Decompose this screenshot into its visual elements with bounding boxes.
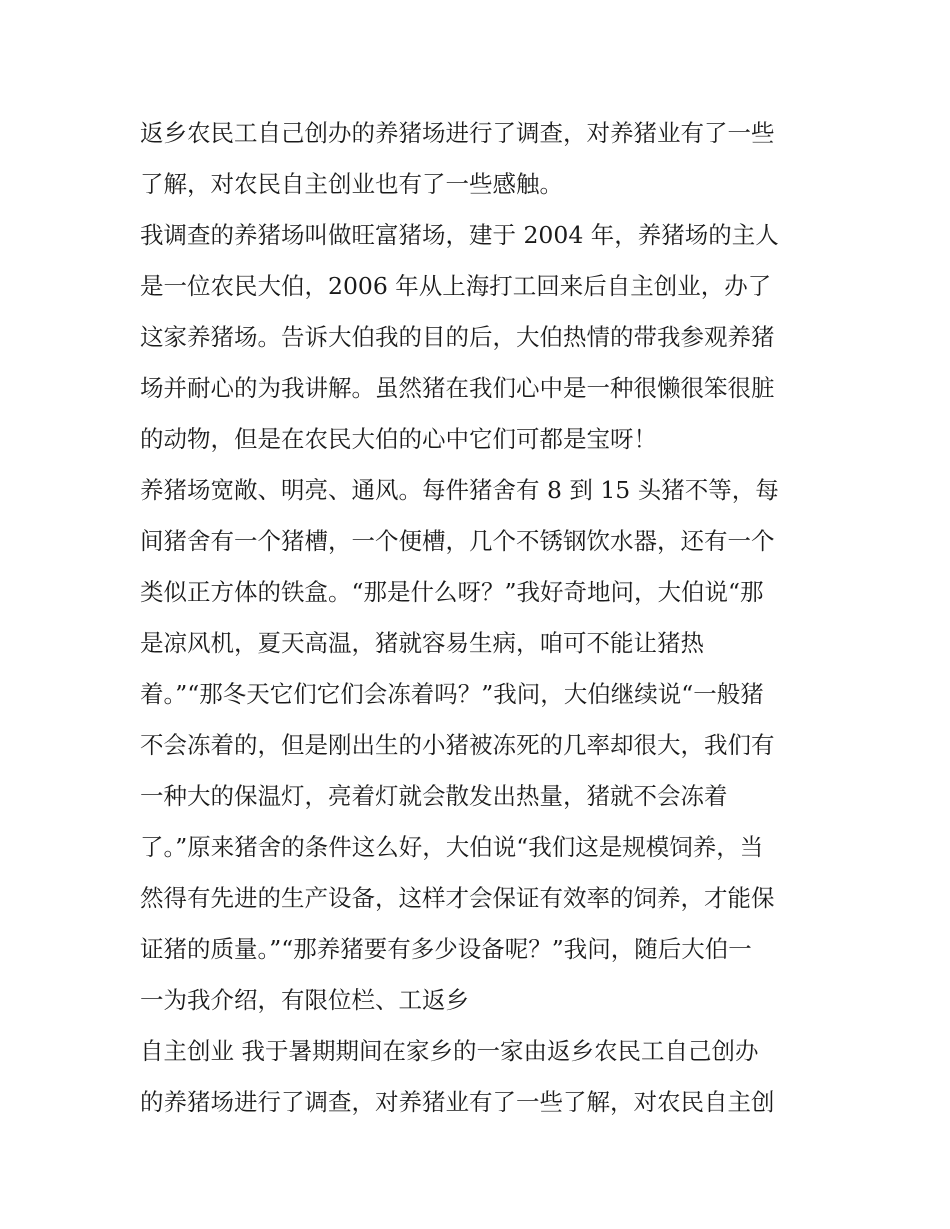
text-line: 了解，对农民自主创业也有了一些感触。	[140, 170, 563, 198]
text-line: 自主创业 我于暑期期间在家乡的一家由返乡农民工自己创办	[140, 1037, 759, 1065]
text-line: 是一位农民大伯，2006 年从上海打工回来后自主创业，办了	[140, 272, 772, 300]
text-line: 的养猪场进行了调查，对养猪业有了一些了解，对农民自主创	[140, 1088, 775, 1116]
text-line: 了。”原来猪舍的条件这么好，大伯说“我们这是规模饲养，当	[140, 833, 764, 861]
body-text	[140, 108, 820, 1128]
text-line: 间猪舍有一个猪槽，一个便槽，几个不锈钢饮水器，还有一个	[140, 527, 775, 555]
text-line: 场并耐心的为我讲解。虽然猪在我们心中是一种很懒很笨很脏	[140, 374, 775, 402]
text-line: 证猪的质量。”“那养猪要有多少设备呢？”我问，随后大伯一	[140, 935, 752, 963]
text-line: 养猪场宽敞、明亮、通风。每件猪舍有 8 到 15 头猪不等，每	[140, 476, 779, 504]
text-line: 类似正方体的铁盒。“那是什么呀？”我好奇地问，大伯说“那	[140, 578, 764, 606]
text-line: 着。”“那冬天它们它们会冻着吗？”我问，大伯继续说“一般猪	[140, 680, 764, 708]
text-line: 不会冻着的，但是刚出生的小猪被冻死的几率却很大，我们有	[140, 731, 775, 759]
text-line: 返乡农民工自己创办的养猪场进行了调查，对养猪业有了一些	[140, 119, 775, 147]
text-line: 我调查的养猪场叫做旺富猪场，建于 2004 年，养猪场的主人	[140, 221, 779, 249]
text-line: 是凉风机，夏天高温，猪就容易生病，咱可不能让猪热	[140, 629, 704, 657]
text-line: 然得有先进的生产设备，这样才会保证有效率的饲养，才能保	[140, 884, 775, 912]
text-line: 这家养猪场。告诉大伯我的目的后，大伯热情的带我参观养猪	[140, 323, 775, 351]
text-line: 一为我介绍，有限位栏、工返乡	[140, 986, 469, 1014]
text-line: 一种大的保温灯，亮着灯就会散发出热量，猪就不会冻着	[140, 782, 728, 810]
text-line: 的动物，但是在农民大伯的心中它们可都是宝呀！	[140, 425, 657, 453]
